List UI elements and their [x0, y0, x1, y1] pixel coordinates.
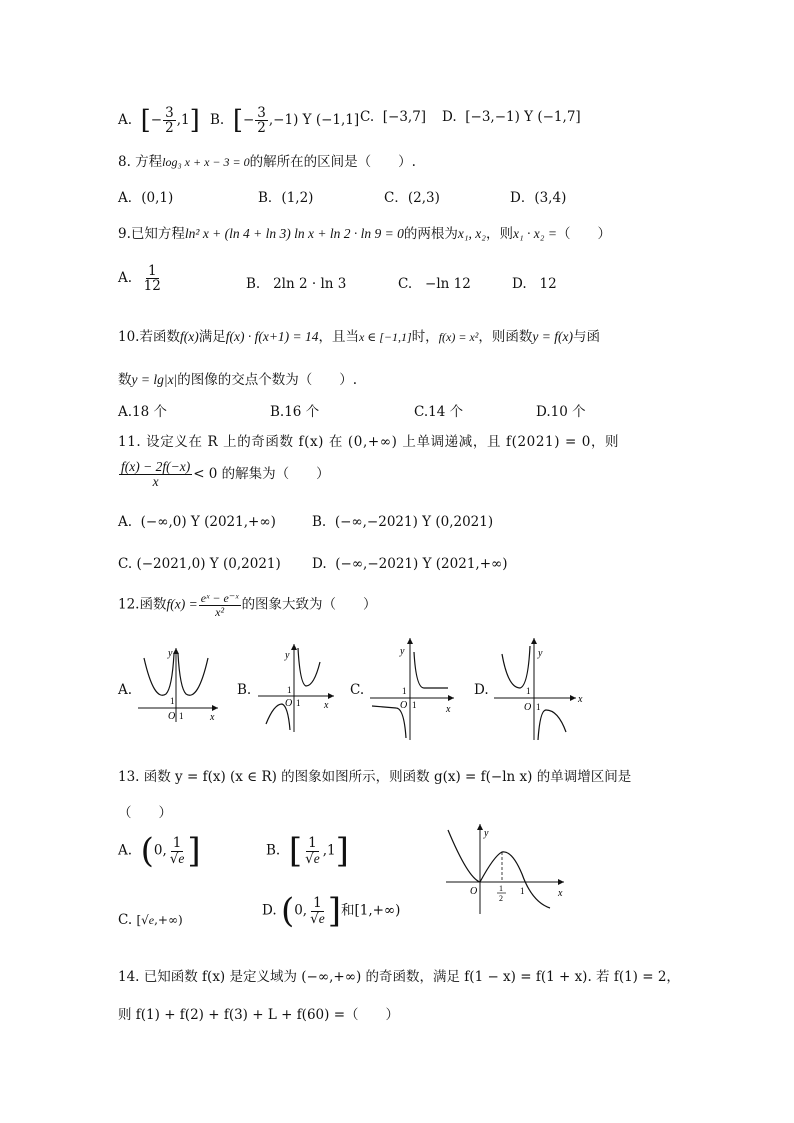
q13-option-a: A. (0, $\frac{1}{√e}$ ]	[118, 831, 201, 871]
svg-text:1: 1	[287, 685, 292, 695]
q13-graph	[440, 818, 570, 918]
svg-text:x: x	[578, 694, 583, 705]
q8-option-d: D．(3,4)	[510, 190, 567, 206]
q10-stem-line1: 10.若函数f(x)满足f(x) · f(x+1) = 14，且当x ∈ [−1,1]时，f(x) = x²，则函数y = f(x)与函	[118, 329, 600, 345]
q8-option-c: C．(2,3)	[384, 190, 440, 206]
q7-option-b: B. [− $\frac{3}{2}$ ,−1) Y (−1,1]	[210, 105, 360, 137]
svg-text:1: 1	[520, 886, 525, 896]
svg-text:O: O	[285, 698, 293, 709]
q11-stem-line2: $\frac{f(x) - 2f(-x)}{x}$ < 0 的解集为（ ）	[121, 459, 330, 490]
svg-text:2: 2	[499, 894, 503, 903]
svg-text:1: 1	[412, 700, 417, 710]
svg-text:x: x	[558, 888, 563, 899]
q8-option-a: A．(0,1)	[118, 190, 174, 206]
svg-text:1: 1	[536, 702, 541, 712]
svg-text:1: 1	[499, 884, 503, 893]
svg-text:y: y	[400, 646, 405, 657]
q12-option-b-label: B.	[237, 682, 252, 698]
svg-text:y: y	[538, 648, 543, 659]
q14-stem-line1: 14. 已知函数 f(x) 是定义域为 (−∞,+∞) 的奇函数，满足 f(1 − x) = f(1 + x). 若 f(1) = 2，	[118, 969, 680, 985]
q11-option-d: D. (−∞,−2021) Y (2021,+∞)	[312, 556, 508, 572]
q9-option-b: B. 2ln 2 · ln 3	[246, 276, 347, 292]
svg-text:1: 1	[170, 696, 175, 706]
q10-option-d: D.10 个	[536, 404, 586, 420]
q9-option-c: C. −ln 12	[398, 276, 471, 292]
q12-graph-d	[490, 634, 590, 744]
svg-text:1: 1	[402, 686, 407, 696]
q12-stem: 12.函数f(x) = $\frac{\text{eˣ − e⁻ˣ}}{\text{x²}}$ 的图象大致为（ ）	[118, 591, 377, 619]
q12-graph-c	[366, 634, 460, 744]
q13-stem-line2: （ ）	[118, 805, 172, 821]
q14-stem-line2: 则 f(1) + f(2) + f(3) + L + f(60) =（ ）	[118, 1007, 400, 1023]
q12-option-a-label: A.	[118, 682, 133, 698]
q10-stem-line2: 数y = lg|x|的图像的交点个数为（ ）.	[118, 372, 358, 388]
q11-option-c: C. (−2021,0) Y (0,2021)	[118, 556, 281, 572]
svg-text:O: O	[470, 886, 478, 897]
q11-option-a: A. (−∞,0) Y (2021,+∞)	[118, 514, 276, 530]
q13-option-b: B. [ $\frac{1}{√e}$ ,1]	[266, 831, 349, 871]
q12-graph-a	[132, 642, 222, 726]
q8-stem: 8. 方程log₃ x + x − 3 = 0的解所在的区间是（ ）.	[118, 154, 416, 170]
q11-stem-line1: 11. 设定义在 R 上的奇函数 f(x) 在 (0,+∞) 上单调递减，且 f(2021) = 0，则	[118, 434, 620, 450]
q12-option-d-label: D.	[474, 682, 489, 698]
svg-text:1: 1	[296, 698, 301, 708]
svg-text:O: O	[168, 711, 176, 722]
svg-text:O: O	[400, 700, 408, 711]
q13-option-c: C. [√e,+∞)	[118, 912, 183, 928]
q10-option-b: B.16 个	[270, 404, 320, 420]
q9-stem: 9.已知方程ln² x + (ln 4 + ln 3) ln x + ln 2 · ln 9 = 0的两根为x₁, x₂，则x₁ · x₂ =（ ）	[118, 226, 611, 242]
q9-option-a: A. $\frac{1}{12}$	[118, 263, 161, 295]
svg-text:y: y	[168, 648, 173, 659]
q12-option-c-label: C.	[350, 682, 365, 698]
q7-option-c: C. [−3,7]	[360, 109, 427, 125]
q12-graph-b	[254, 640, 340, 736]
q7-option-d: D. [−3,−1) Y (−1,7]	[442, 109, 581, 125]
q10-option-c: C.14 个	[414, 404, 464, 420]
svg-text:y: y	[285, 650, 290, 661]
svg-text:1: 1	[179, 711, 184, 721]
q7-option-a: A. [− $\frac{3}{2}$ ,1]	[118, 105, 200, 137]
svg-text:1: 1	[526, 686, 531, 696]
svg-text:x: x	[324, 700, 329, 711]
q8-option-b: B．(1,2)	[258, 190, 314, 206]
q13-stem-line1: 13. 函数 y = f(x) (x ∈ R) 的图象如图所示，则函数 g(x) = f(−ln x) 的单调增区间是	[118, 769, 632, 785]
q13-option-d: D. (0, $\frac{1}{√e}$ ]和[1,+∞)	[262, 891, 401, 931]
q10-option-a: A.18 个	[118, 404, 168, 420]
svg-text:y: y	[484, 828, 489, 839]
q9-option-d: D. 12	[512, 276, 557, 292]
svg-text:x: x	[210, 712, 215, 723]
svg-text:x: x	[446, 704, 451, 715]
q11-option-b: B. (−∞,−2021) Y (0,2021)	[312, 514, 494, 530]
svg-text:O: O	[524, 702, 532, 713]
